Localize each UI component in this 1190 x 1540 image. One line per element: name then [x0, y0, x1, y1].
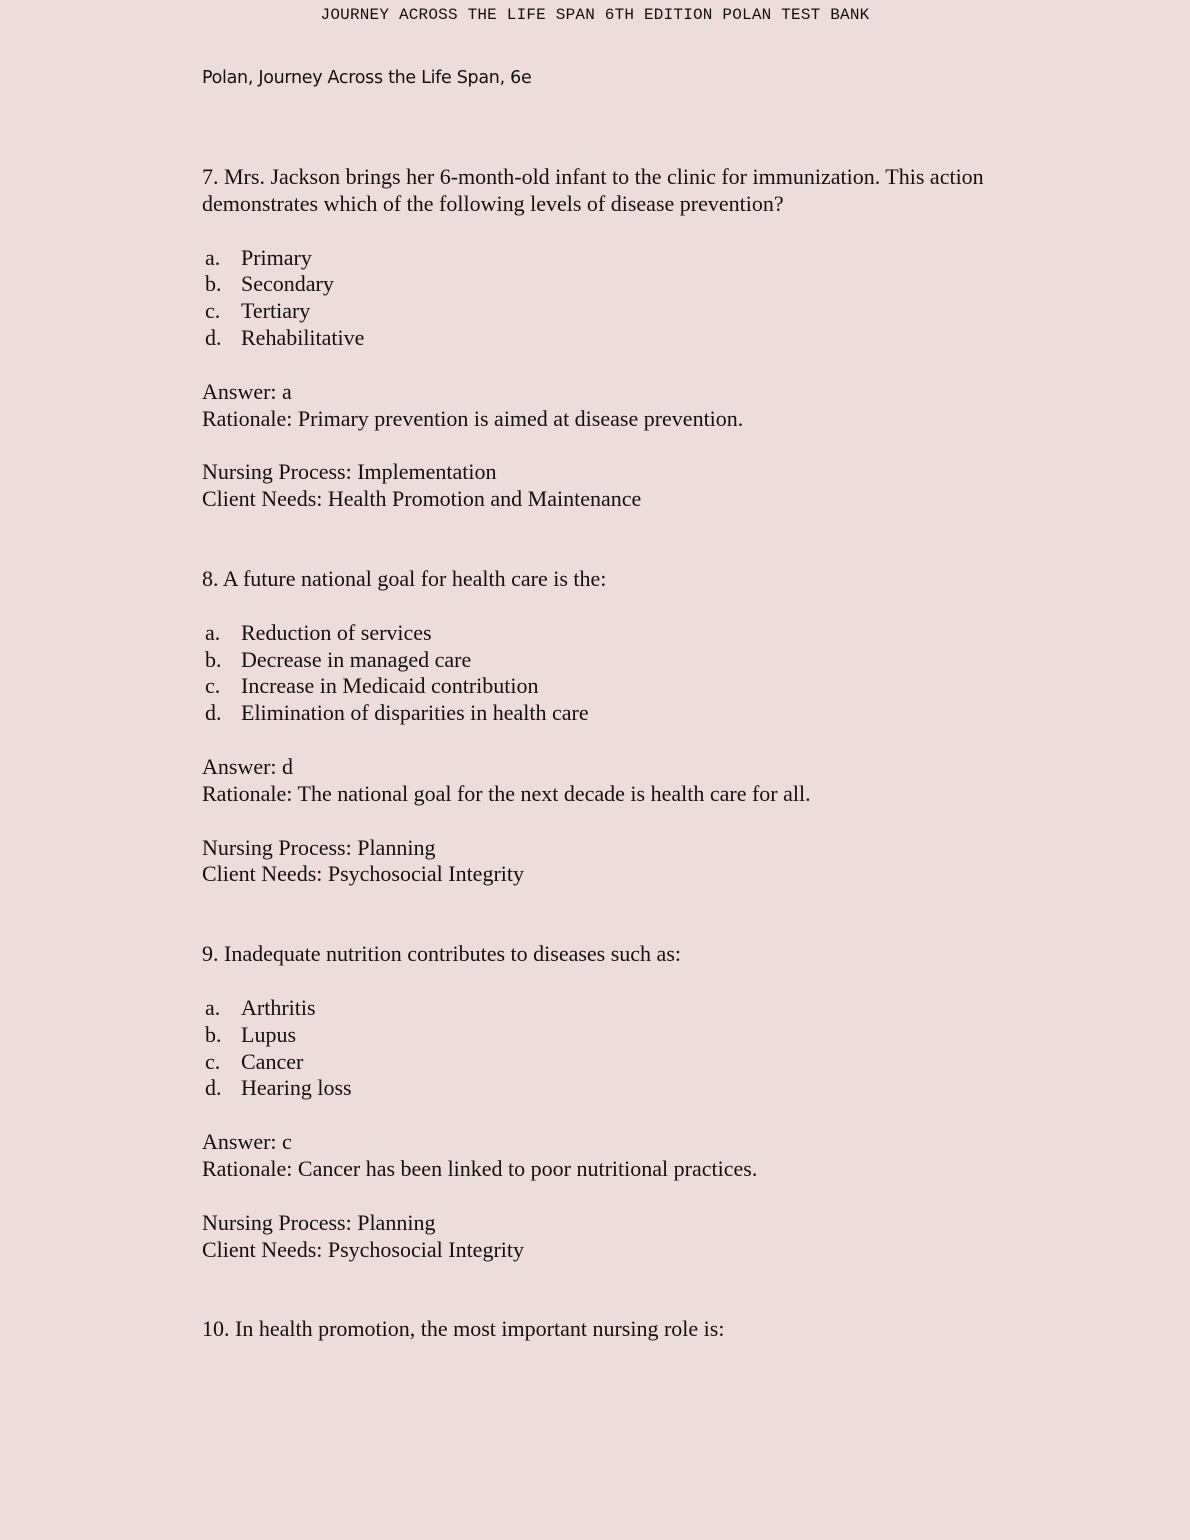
question-text: 8. A future national goal for health care is the: — [202, 565, 607, 591]
answer: Answer: d — [202, 753, 294, 779]
option-text: Increase in Medicaid contribution — [241, 673, 539, 699]
nursing-process: Nursing Process: Planning — [202, 1209, 436, 1235]
option-a — [202, 995, 1002, 1022]
option-letter: d. — [205, 700, 222, 726]
option-b — [202, 271, 1002, 298]
option-text: Tertiary — [241, 298, 311, 324]
question-8 — [202, 566, 1002, 888]
question-text: 9. Inadequate nutrition contributes to diseases such as: — [202, 941, 681, 967]
option-text: Primary — [241, 244, 312, 270]
option-letter: a. — [205, 994, 221, 1020]
option-a — [202, 620, 1002, 647]
rationale: Rationale: Primary prevention is aimed at disease prevention. — [202, 405, 744, 431]
option-letter: c. — [205, 298, 221, 324]
option-c — [202, 1049, 1002, 1076]
option-letter: b. — [205, 1021, 222, 1047]
option-b — [202, 1022, 1002, 1049]
option-letter: a. — [205, 619, 221, 645]
question-list — [202, 164, 1002, 1343]
options-list — [202, 620, 1002, 727]
meta-block — [202, 835, 1002, 889]
answer-block — [202, 379, 1002, 433]
question-10 — [202, 1316, 1002, 1343]
option-text: Arthritis — [241, 994, 316, 1020]
rationale: Rationale: Cancer has been linked to poor nutritional practices. — [202, 1155, 758, 1181]
option-text: Reduction of services — [241, 619, 432, 645]
meta-block — [202, 1210, 1002, 1264]
client-needs: Client Needs: Health Promotion and Maintenance — [202, 486, 642, 512]
option-text: Decrease in managed care — [241, 646, 472, 672]
nursing-process: Nursing Process: Implementation — [202, 459, 497, 485]
option-letter: d. — [205, 324, 222, 350]
question-7 — [202, 164, 1002, 513]
option-c — [202, 673, 1002, 700]
document-header: Polan, Journey Across the Life Span, 6e — [202, 68, 532, 88]
option-letter: d. — [205, 1075, 222, 1101]
meta-block — [202, 459, 1002, 513]
option-text: Cancer — [241, 1048, 304, 1074]
option-text: Rehabilitative — [241, 324, 365, 350]
option-text: Hearing loss — [241, 1075, 352, 1101]
option-text: Secondary — [241, 271, 334, 297]
client-needs: Client Needs: Psychosocial Integrity — [202, 1236, 524, 1262]
options-list — [202, 245, 1002, 352]
option-c — [202, 298, 1002, 325]
client-needs: Client Needs: Psychosocial Integrity — [202, 861, 524, 887]
answer: Answer: c — [202, 1129, 292, 1155]
option-a — [202, 245, 1002, 272]
option-d — [202, 1075, 1002, 1102]
option-letter: c. — [205, 673, 221, 699]
option-b — [202, 647, 1002, 674]
option-d — [202, 325, 1002, 352]
option-letter: a. — [205, 244, 221, 270]
option-text: Elimination of disparities in health care — [241, 700, 589, 726]
nursing-process: Nursing Process: Planning — [202, 834, 436, 860]
question-text: 7. Mrs. Jackson brings her 6-month-old infant to the clinic for immunization. This action demonstrates which of the following levels of disease prevention? — [202, 164, 984, 216]
option-text: Lupus — [241, 1021, 296, 1047]
option-d — [202, 700, 1002, 727]
rationale: Rationale: The national goal for the next decade is health care for all. — [202, 780, 811, 806]
question-9 — [202, 941, 1002, 1263]
question-text: 10. In health promotion, the most important nursing role is: — [202, 1316, 725, 1342]
options-list — [202, 995, 1002, 1102]
banner-title: JOURNEY ACROSS THE LIFE SPAN 6TH EDITION POLAN TEST BANK — [320, 6, 870, 24]
option-letter: c. — [205, 1048, 221, 1074]
answer-block — [202, 754, 1002, 808]
answer: Answer: a — [202, 378, 292, 404]
option-letter: b. — [205, 646, 222, 672]
answer-block — [202, 1129, 1002, 1183]
option-letter: b. — [205, 271, 222, 297]
